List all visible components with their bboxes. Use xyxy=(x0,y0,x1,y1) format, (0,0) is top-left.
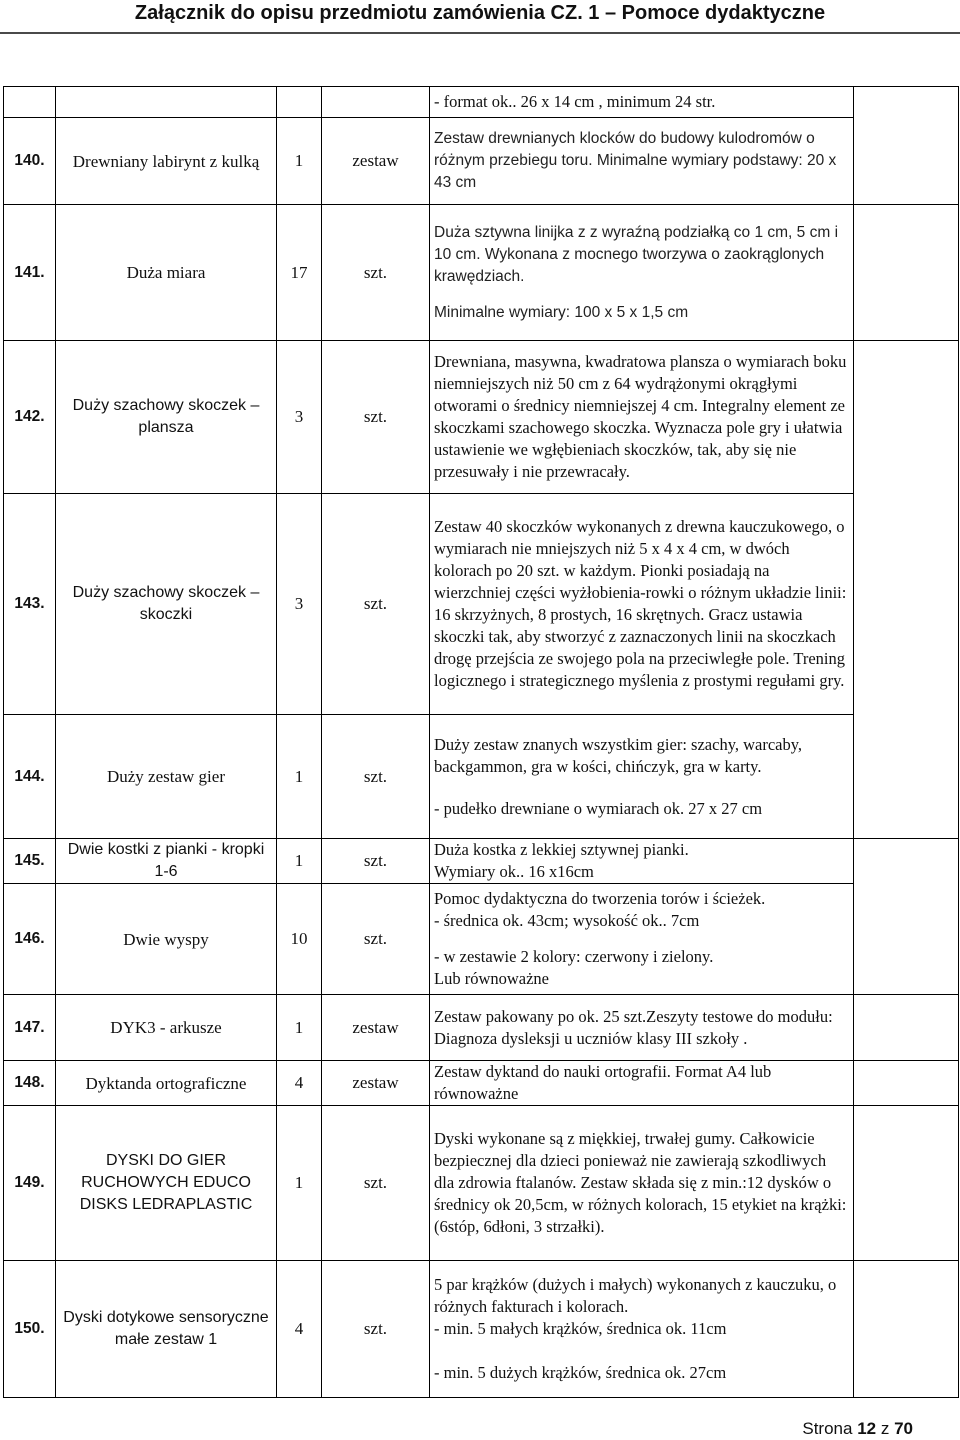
item-quantity: 4 xyxy=(277,1061,322,1106)
description-line: - min. 5 małych krążków, średnica ok. 11cm xyxy=(434,1319,727,1338)
description-line: Lub równoważne xyxy=(434,969,550,988)
description-line: Duża sztywna linijka z z wyraźną podziałką co 1 cm, 5 cm i 10 cm. Wykonana z mocnego tworzywa o zaokrąglonych krawędziach. xyxy=(434,223,839,285)
table-row xyxy=(4,1106,959,1261)
item-name: Dwie kostki z pianki - kropki 1-6 xyxy=(56,839,277,884)
item-number: 143. xyxy=(4,494,56,715)
description-line: Zestaw 40 skoczków wykonanych z drewna kauczukowego, o wymiarach nie mniejszych niż 5 x 4 x 4 cm, w dwóch kolorach po 20 szt. w każdym. Pionki posiadają na wierzchniej części wyżłobienia-rowki o różnym układzie linii: 16 skrzyżnych, 8 prostych, 16 skrętnych. Gracz ustawia skoczki tak, aby stworzyć z zaznaczonych linii na skoczkach drogę przejścia ze swojego pola na przeciwległe pole. Trening logicznego i strategicznego myślenia z prostymi regułami gry. xyxy=(434,517,847,690)
item-unit: zestaw xyxy=(322,995,430,1061)
item-number: 148. xyxy=(4,1061,56,1106)
item-name xyxy=(56,87,277,118)
blank-cell xyxy=(854,995,959,1061)
item-number: 145. xyxy=(4,839,56,884)
description-line: Zestaw dyktand do nauki ortografii. Format A4 lub równoważne xyxy=(434,1062,772,1103)
item-description xyxy=(430,205,854,341)
description-line: Zestaw pakowany po ok. 25 szt.Zeszyty testowe do modułu: Diagnoza dysleksji u uczniów klasy III szkoły . xyxy=(434,1006,833,1048)
page-separator: z xyxy=(880,1419,890,1438)
description-line: Minimalne wymiary: 100 x 5 x 1,5 cm xyxy=(434,303,689,321)
item-description xyxy=(430,839,854,884)
description-line: Duża kostka z lekkiej sztywnej pianki. xyxy=(434,840,689,859)
item-unit: szt. xyxy=(322,839,430,884)
description-line: Wymiary ok.. 16 x16cm xyxy=(434,862,594,881)
item-table xyxy=(3,86,959,1398)
page-total: 70 xyxy=(894,1419,913,1438)
item-unit: zestaw xyxy=(322,1061,430,1106)
item-number xyxy=(4,87,56,118)
description-line: 5 par krążków (dużych i małych) wykonanych z kauczuku, o różnych fakturach i kolorach. xyxy=(434,1275,837,1316)
page-label: Strona xyxy=(802,1419,853,1438)
blank-cell xyxy=(854,1106,959,1261)
description-line: - w zestawie 2 kolory: czerwony i zielony. xyxy=(434,947,714,966)
item-quantity: 1 xyxy=(277,1106,322,1261)
item-unit: szt. xyxy=(322,715,430,839)
item-name: Dyski dotykowe sensoryczne małe zestaw 1 xyxy=(56,1261,277,1398)
item-description xyxy=(430,341,854,494)
item-unit xyxy=(322,87,430,118)
item-name: DYK3 - arkusze xyxy=(56,995,277,1061)
item-name: Duży zestaw gier xyxy=(56,715,277,839)
item-name: Dyktanda ortograficzne xyxy=(56,1061,277,1106)
item-description xyxy=(430,715,854,839)
item-name: Duży szachowy skoczek – skoczki xyxy=(56,494,277,715)
item-name: Duży szachowy skoczek – plansza xyxy=(56,341,277,494)
table-row xyxy=(4,494,959,715)
item-name: Drewniany labirynt z kulką xyxy=(56,118,277,205)
item-number: 149. xyxy=(4,1106,56,1261)
item-name: Duża miara xyxy=(56,205,277,341)
blank-cell xyxy=(854,205,959,341)
table-row xyxy=(4,1261,959,1398)
description-line: Dyski wykonane są z miękkiej, trwałej gumy. Całkowicie bezpiecznej dla dzieci ponieważ nie zawierają szkodliwych dla zdrowia ftalanów. Zestaw składa się z min.:12 dysków o średnicy ok 20,5cm, w różnych kolorach, 15 etykiet na krążki: (6stóp, 6dłoni, 3 strzałki). xyxy=(434,1129,847,1236)
description-line: Zestaw drewnianych klocków do budowy kulodromów o różnym przebiegu toru. Minimalne wymiary podstawy: 20 x 43 cm xyxy=(434,130,837,191)
table-row xyxy=(4,884,959,995)
item-quantity: 1 xyxy=(277,715,322,839)
table-row xyxy=(4,87,959,118)
table-row xyxy=(4,995,959,1061)
table-row xyxy=(4,118,959,205)
item-quantity: 4 xyxy=(277,1261,322,1398)
description-line: - pudełko drewniane o wymiarach ok. 27 x 27 cm xyxy=(434,798,763,818)
item-unit: szt. xyxy=(322,1261,430,1398)
item-description xyxy=(430,995,854,1061)
item-description xyxy=(430,884,854,995)
item-quantity: 1 xyxy=(277,995,322,1061)
blank-cell xyxy=(854,1261,959,1398)
table-row xyxy=(4,715,959,839)
item-unit: szt. xyxy=(322,884,430,995)
item-quantity: 3 xyxy=(277,494,322,715)
table-row xyxy=(4,205,959,341)
item-description xyxy=(430,87,854,118)
item-number: 142. xyxy=(4,341,56,494)
item-number: 141. xyxy=(4,205,56,341)
item-number: 144. xyxy=(4,715,56,839)
item-unit: szt. xyxy=(322,494,430,715)
item-number: 150. xyxy=(4,1261,56,1398)
item-unit: szt. xyxy=(322,1106,430,1261)
blank-cell xyxy=(854,839,959,995)
item-name: Dwie wyspy xyxy=(56,884,277,995)
page-footer xyxy=(802,1419,913,1439)
item-quantity: 3 xyxy=(277,341,322,494)
document-header: Załącznik do opisu przedmiotu zamówienia CZ. 1 – Pomoce dydaktyczne xyxy=(134,2,826,24)
description-line: - średnica ok. 43cm; wysokość ok.. 7cm xyxy=(434,911,700,930)
item-quantity xyxy=(277,87,322,118)
description-line: Pomoc dydaktyczna do tworzenia torów i ścieżek. xyxy=(434,889,766,908)
item-unit: szt. xyxy=(322,341,430,494)
item-description xyxy=(430,494,854,715)
item-quantity: 1 xyxy=(277,118,322,205)
blank-cell xyxy=(854,87,959,205)
item-unit: zestaw xyxy=(322,118,430,205)
blank-cell xyxy=(854,1061,959,1106)
item-quantity: 17 xyxy=(277,205,322,341)
item-description xyxy=(430,118,854,205)
description-line: Drewniana, masywna, kwadratowa plansza o wymiarach boku niemniejszych niż 50 cm z 64 wydrążonymi okrągłymi otworami o średnicy niemniejszej 4 cm. Integralny element ze skoczkami szachowego skoczka. Wyznacza pole gry i ułatwia ustawienie we wgłębieniach skoczków, tak, aby się nie przesuwały i nie przewracały. xyxy=(434,352,847,481)
blank-cell xyxy=(854,341,959,839)
item-description xyxy=(430,1106,854,1261)
item-quantity: 1 xyxy=(277,839,322,884)
table-row xyxy=(4,839,959,884)
item-description xyxy=(430,1261,854,1398)
description-line: - min. 5 dużych krążków, średnica ok. 27cm xyxy=(434,1363,727,1382)
item-number: 146. xyxy=(4,884,56,995)
item-number: 140. xyxy=(4,118,56,205)
item-quantity: 10 xyxy=(277,884,322,995)
header-rule xyxy=(0,32,960,34)
page-number: 12 xyxy=(857,1419,877,1438)
item-number: 147. xyxy=(4,995,56,1061)
item-unit: szt. xyxy=(322,205,430,341)
description-line: - format ok.. 26 x 14 cm , minimum 24 str. xyxy=(434,92,716,111)
table-row xyxy=(4,1061,959,1106)
item-name: DYSKI DO GIER RUCHOWYCH EDUCO DISKS LEDRAPLASTIC xyxy=(56,1106,277,1261)
description-line: Duży zestaw znanych wszystkim gier: szachy, warcaby, backgammon, gra w kości, chińczyk, gra w karty. xyxy=(434,734,803,776)
item-description xyxy=(430,1061,854,1106)
table-row xyxy=(4,341,959,494)
